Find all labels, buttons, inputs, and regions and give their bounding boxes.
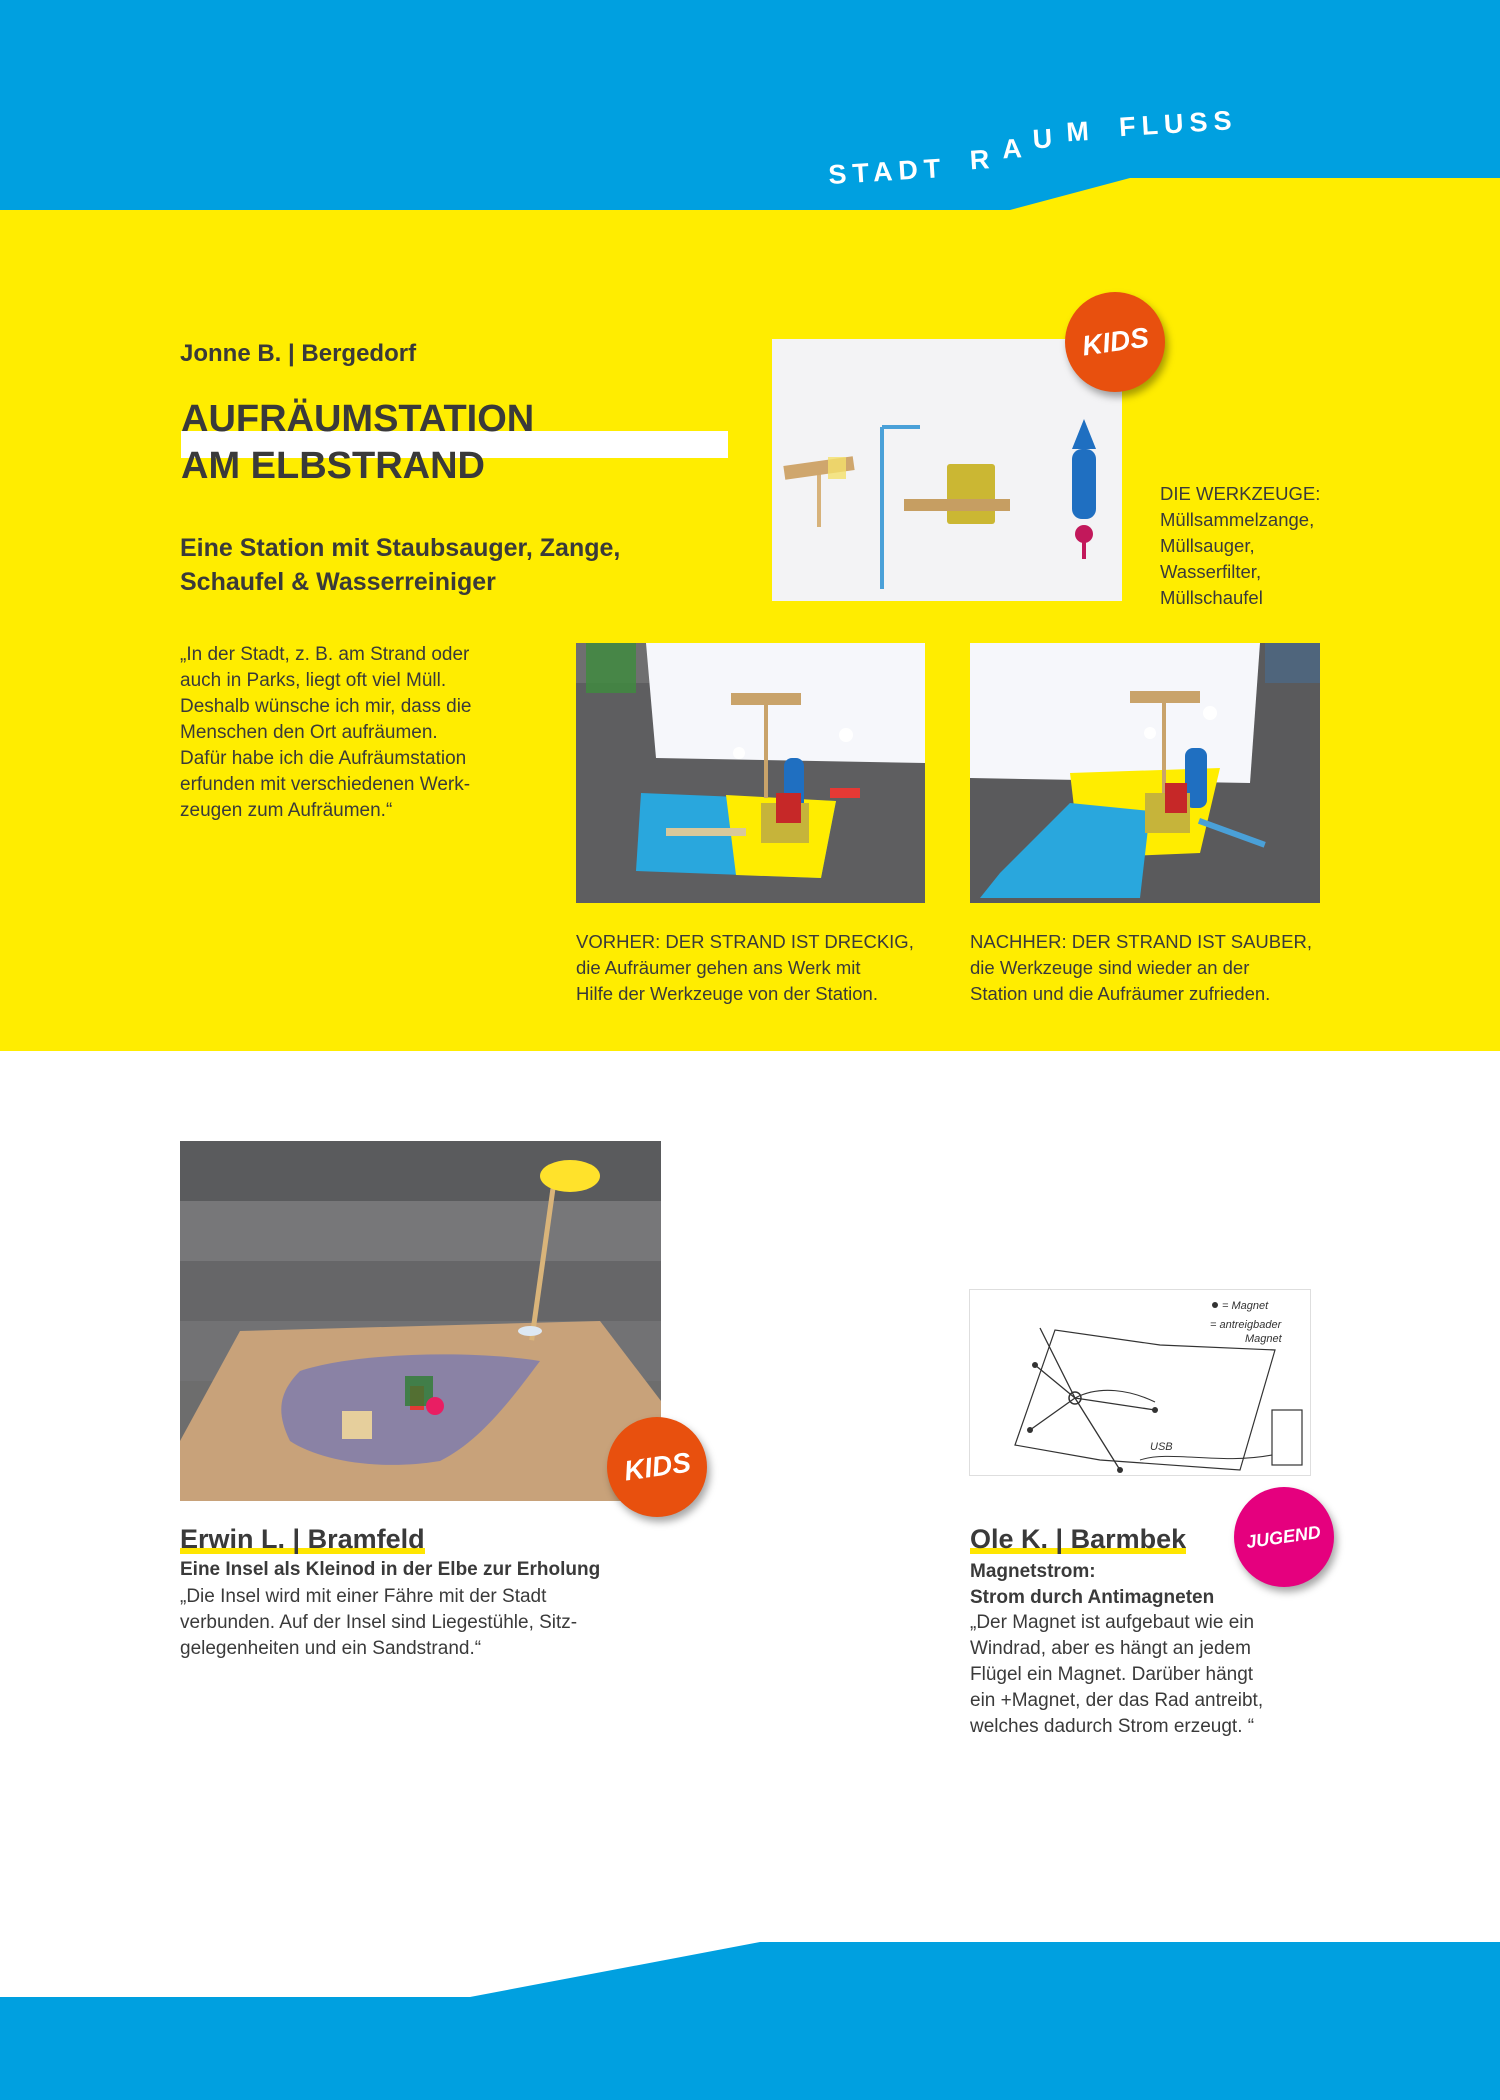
- after-photo: [970, 643, 1320, 903]
- before-photo: [576, 643, 925, 903]
- island-photo: [180, 1141, 661, 1501]
- quote-line: Flügel ein Magnet. Darüber hängt: [970, 1664, 1254, 1685]
- footer-background: [0, 1930, 1500, 2100]
- project3-subtitle-line1: Magnetstrom:: [970, 1561, 1096, 1582]
- project2-author-wrap: [180, 1524, 425, 1558]
- quote-line: „Die Insel wird mit einer Fähre mit der Stadt: [180, 1586, 547, 1607]
- quote-line: ein +Magnet, der das Rad antreibt,: [970, 1690, 1264, 1711]
- project1-title-line2: AM ELBSTRAND: [181, 445, 485, 487]
- quote-line: erfunden mit verschiedenen Werk-: [180, 774, 471, 795]
- quote-line: „In der Stadt, z. B. am Strand oder: [180, 644, 470, 665]
- sketch-label-magnet-2: Magnet: [1245, 1333, 1282, 1345]
- logo-letter-u: U: [1031, 122, 1060, 155]
- project3-author-wrap: [970, 1524, 1210, 1558]
- before-caption: [576, 929, 914, 1007]
- sketch-image: [969, 1289, 1311, 1476]
- logo-letter-a: A: [1001, 132, 1029, 165]
- sketch-label-usb: USB: [1150, 1441, 1173, 1453]
- project1-subtitle: [180, 531, 620, 599]
- project1-subtitle-line2: Schaufel & Wasserreiniger: [180, 568, 496, 596]
- jugend-badge: [1234, 1487, 1334, 1587]
- tools-caption-line: DIE WERKZEUGE:: [1160, 483, 1321, 504]
- quote-line: „Der Magnet ist aufgebaut wie ein: [970, 1612, 1255, 1633]
- logo-word-fluss: FLUSS: [1118, 105, 1239, 143]
- project3-subtitle: [970, 1559, 1214, 1611]
- after-caption-line: NACHHER: DER STRAND IST SAUBER,: [970, 931, 1312, 952]
- after-caption-line: die Werkzeuge sind wieder an der: [970, 957, 1250, 978]
- project2-author: [180, 1524, 425, 1555]
- project1-author: Jonne B. | Bergedorf: [180, 340, 417, 367]
- tools-photo: [772, 339, 1122, 601]
- quote-line: zeugen zum Aufräumen.“: [180, 800, 393, 821]
- tools-caption-line: Müllsammelzange,: [1160, 509, 1315, 530]
- project1-title-line1: AUFRÄUMSTATION: [181, 398, 535, 440]
- kids-badge-label: KIDS: [1079, 321, 1151, 362]
- before-caption-line: die Aufräumer gehen ans Werk mit: [576, 957, 861, 978]
- project2-quote: [180, 1584, 577, 1662]
- project1-subtitle-line1: Eine Station mit Staubsauger, Zange,: [180, 534, 621, 562]
- kids-badge-2-label: KIDS: [621, 1446, 693, 1487]
- project2-author-text: Erwin L. | Bramfeld: [180, 1524, 425, 1554]
- after-caption-line: Station und die Aufräumer zufrieden.: [970, 983, 1271, 1004]
- sketch-label-magnet: = Magnet: [1222, 1300, 1269, 1312]
- tools-caption: [1160, 481, 1320, 611]
- logo-word-stadt: STADT: [827, 152, 948, 191]
- quote-line: Dafür habe ich die Aufräumstation: [180, 748, 467, 769]
- project3-author: [970, 1524, 1186, 1555]
- jugend-badge-label: JUGEND: [1245, 1521, 1323, 1552]
- quote-line: verbunden. Auf der Insel sind Liegestühle, Sitz-: [180, 1612, 578, 1633]
- project3-quote: [970, 1610, 1263, 1740]
- project3-subtitle-line2: Strom durch Antimagneten: [970, 1587, 1215, 1608]
- project1-title: [181, 396, 534, 490]
- before-caption-line: Hilfe der Werkzeuge von der Station.: [576, 983, 878, 1004]
- quote-line: Windrad, aber es hängt an jedem: [970, 1638, 1251, 1659]
- quote-line: auch in Parks, liegt oft viel Müll.: [180, 670, 447, 691]
- project1-quote: [180, 642, 471, 824]
- project2-subtitle: Eine Insel als Kleinod in der Elbe zur Erholung: [180, 1559, 601, 1580]
- logo-letter-r: R: [968, 143, 997, 176]
- tools-caption-line: Wasserfilter,: [1160, 561, 1262, 582]
- kids-badge-2: [607, 1417, 707, 1517]
- project3-author-text: Ole K. | Barmbek: [970, 1524, 1187, 1554]
- quote-line: welches dadurch Strom erzeugt. “: [970, 1716, 1255, 1737]
- kids-badge: [1065, 292, 1165, 392]
- quote-line: gelegenheiten und ein Sandstrand.“: [180, 1638, 482, 1659]
- quote-line: Menschen den Ort aufräumen.: [180, 722, 438, 743]
- tools-caption-line: Müllschaufel: [1160, 587, 1263, 608]
- sketch-label-antreibend: = antreigbader: [1210, 1319, 1282, 1331]
- before-caption-line: VORHER: DER STRAND IST DRECKIG,: [576, 931, 914, 952]
- logo-letter-m: M: [1065, 115, 1096, 148]
- tools-caption-line: Müllsauger,: [1160, 535, 1255, 556]
- quote-line: Deshalb wünsche ich mir, dass die: [180, 696, 472, 717]
- after-caption: [970, 929, 1312, 1007]
